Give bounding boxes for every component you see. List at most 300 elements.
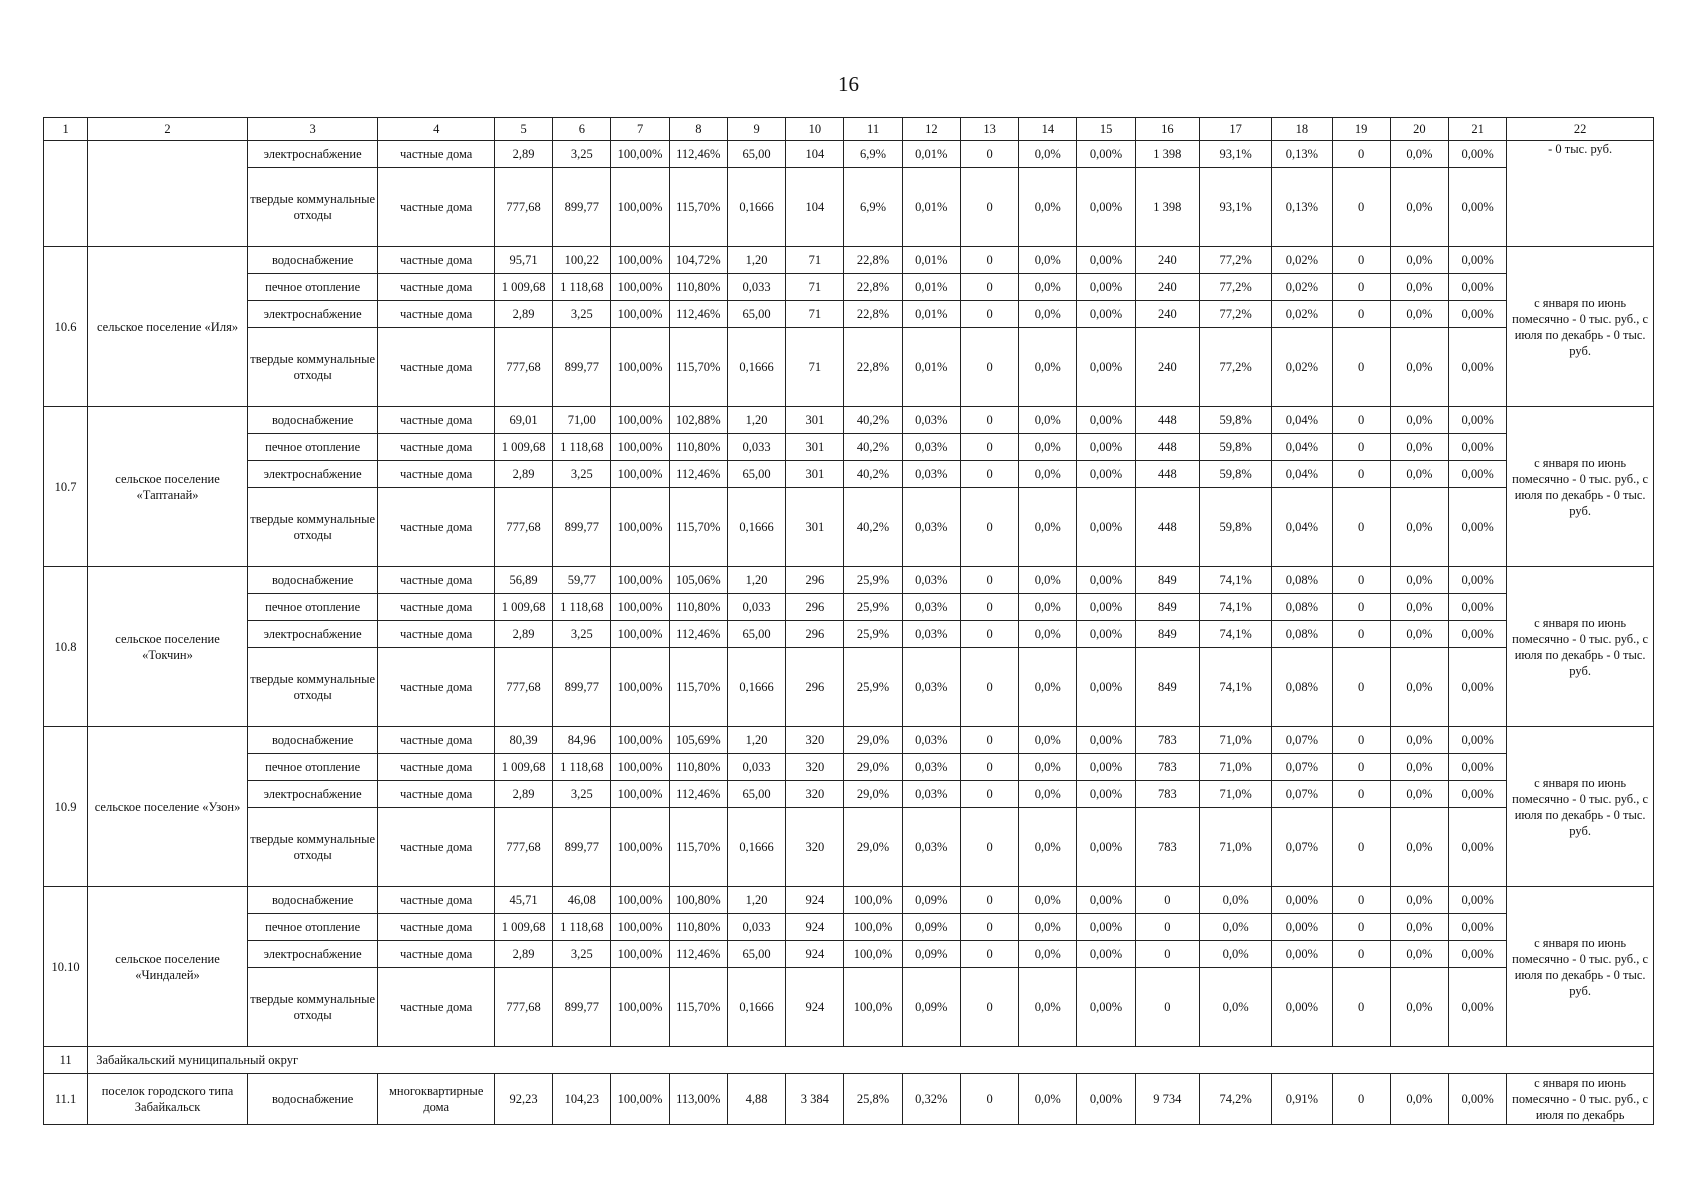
value-cell: 0 bbox=[960, 941, 1018, 968]
value-cell: 0,00% bbox=[1449, 567, 1507, 594]
value-cell: 0,1666 bbox=[727, 168, 785, 247]
value-cell: 899,77 bbox=[553, 328, 611, 407]
section-row bbox=[44, 1047, 1654, 1074]
value-cell: 0 bbox=[1135, 914, 1199, 941]
value-cell: 0,32% bbox=[902, 1074, 960, 1125]
value-cell: 0,03% bbox=[902, 754, 960, 781]
value-cell: 320 bbox=[786, 727, 844, 754]
table-row bbox=[44, 301, 1654, 328]
table-row bbox=[44, 328, 1654, 407]
value-cell: 0,00% bbox=[1077, 621, 1135, 648]
value-cell: 110,80% bbox=[669, 274, 727, 301]
column-header: 1 bbox=[44, 118, 88, 141]
value-cell: 0,0% bbox=[1390, 754, 1448, 781]
row-number-cell bbox=[44, 141, 88, 247]
value-cell: 0,1666 bbox=[727, 488, 785, 567]
value-cell: 0,0% bbox=[1390, 141, 1448, 168]
value-cell: 296 bbox=[786, 567, 844, 594]
value-cell: 0,00% bbox=[1077, 141, 1135, 168]
value-cell: 0,0% bbox=[1390, 781, 1448, 808]
value-cell: 0,09% bbox=[902, 968, 960, 1047]
value-cell: 0,0% bbox=[1019, 648, 1077, 727]
housing-type-cell: частные дома bbox=[378, 754, 495, 781]
value-cell: 301 bbox=[786, 461, 844, 488]
value-cell: 1 118,68 bbox=[553, 754, 611, 781]
column-header: 19 bbox=[1332, 118, 1390, 141]
value-cell: 29,0% bbox=[844, 808, 902, 887]
value-cell: 74,1% bbox=[1199, 648, 1271, 727]
value-cell: 0 bbox=[960, 274, 1018, 301]
value-cell: 296 bbox=[786, 648, 844, 727]
value-cell: 71 bbox=[786, 301, 844, 328]
housing-type-cell: частные дома bbox=[378, 621, 495, 648]
column-header: 12 bbox=[902, 118, 960, 141]
value-cell: 65,00 bbox=[727, 781, 785, 808]
column-header: 5 bbox=[494, 118, 552, 141]
value-cell: 0,00% bbox=[1449, 488, 1507, 567]
value-cell: 102,88% bbox=[669, 407, 727, 434]
value-cell: 0,03% bbox=[902, 434, 960, 461]
value-cell: 0,0% bbox=[1390, 461, 1448, 488]
value-cell: 0,02% bbox=[1272, 247, 1332, 274]
value-cell: 77,2% bbox=[1199, 328, 1271, 407]
note-cell: с января по июнь помесячно - 0 тыс. руб., с июля по декабрь - 0 тыс. руб. bbox=[1507, 247, 1654, 407]
column-header: 6 bbox=[553, 118, 611, 141]
value-cell: 110,80% bbox=[669, 434, 727, 461]
settlement-cell: сельское поселение «Токчин» bbox=[88, 567, 248, 727]
value-cell: 0,00% bbox=[1449, 301, 1507, 328]
value-cell: 65,00 bbox=[727, 141, 785, 168]
value-cell: 0,01% bbox=[902, 328, 960, 407]
value-cell: 3,25 bbox=[553, 141, 611, 168]
value-cell: 0,00% bbox=[1077, 914, 1135, 941]
table-row bbox=[44, 274, 1654, 301]
value-cell: 240 bbox=[1135, 247, 1199, 274]
value-cell: 0 bbox=[1332, 328, 1390, 407]
value-cell: 301 bbox=[786, 407, 844, 434]
resource-cell: печное отопление bbox=[247, 754, 378, 781]
value-cell: 0 bbox=[1332, 274, 1390, 301]
resource-cell: электроснабжение bbox=[247, 461, 378, 488]
value-cell: 0,0% bbox=[1390, 301, 1448, 328]
value-cell: 0 bbox=[1332, 247, 1390, 274]
value-cell: 0 bbox=[1332, 727, 1390, 754]
row-number-cell: 10.6 bbox=[44, 247, 88, 407]
value-cell: 3,25 bbox=[553, 621, 611, 648]
value-cell: 6,9% bbox=[844, 141, 902, 168]
value-cell: 0,0% bbox=[1019, 941, 1077, 968]
value-cell: 0 bbox=[1332, 434, 1390, 461]
resource-cell: печное отопление bbox=[247, 274, 378, 301]
value-cell: 100,00% bbox=[611, 594, 669, 621]
value-cell: 2,89 bbox=[494, 301, 552, 328]
value-cell: 240 bbox=[1135, 328, 1199, 407]
value-cell: 112,46% bbox=[669, 141, 727, 168]
value-cell: 40,2% bbox=[844, 461, 902, 488]
resource-cell: электроснабжение bbox=[247, 301, 378, 328]
value-cell: 448 bbox=[1135, 407, 1199, 434]
value-cell: 93,1% bbox=[1199, 168, 1271, 247]
value-cell: 899,77 bbox=[553, 488, 611, 567]
resource-cell: электроснабжение bbox=[247, 941, 378, 968]
column-header: 10 bbox=[786, 118, 844, 141]
value-cell: 65,00 bbox=[727, 621, 785, 648]
value-cell: 93,1% bbox=[1199, 141, 1271, 168]
value-cell: 0,03% bbox=[902, 461, 960, 488]
note-cell: с января по июнь помесячно - 0 тыс. руб., с июля по декабрь - 0 тыс. руб. bbox=[1507, 727, 1654, 887]
value-cell: 0 bbox=[960, 168, 1018, 247]
value-cell: 0,033 bbox=[727, 914, 785, 941]
value-cell: 1 398 bbox=[1135, 141, 1199, 168]
resource-cell: водоснабжение bbox=[247, 887, 378, 914]
value-cell: 25,9% bbox=[844, 621, 902, 648]
value-cell: 0,04% bbox=[1272, 407, 1332, 434]
value-cell: 100,00% bbox=[611, 754, 669, 781]
value-cell: 0,033 bbox=[727, 434, 785, 461]
housing-type-cell: частные дома bbox=[378, 594, 495, 621]
resource-cell: водоснабжение bbox=[247, 1074, 378, 1125]
value-cell: 0,03% bbox=[902, 648, 960, 727]
table-row bbox=[44, 781, 1654, 808]
value-cell: 0,13% bbox=[1272, 141, 1332, 168]
value-cell: 0,00% bbox=[1272, 941, 1332, 968]
value-cell: 0,0% bbox=[1019, 727, 1077, 754]
value-cell: 0,0% bbox=[1390, 887, 1448, 914]
value-cell: 100,00% bbox=[611, 914, 669, 941]
value-cell: 0,0% bbox=[1019, 781, 1077, 808]
value-cell: 0,0% bbox=[1390, 727, 1448, 754]
housing-type-cell: частные дома bbox=[378, 887, 495, 914]
value-cell: 1 118,68 bbox=[553, 914, 611, 941]
value-cell: 296 bbox=[786, 621, 844, 648]
value-cell: 899,77 bbox=[553, 168, 611, 247]
value-cell: 0,00% bbox=[1449, 887, 1507, 914]
value-cell: 1 009,68 bbox=[494, 914, 552, 941]
value-cell: 0,03% bbox=[902, 407, 960, 434]
value-cell: 0,1666 bbox=[727, 328, 785, 407]
value-cell: 0,00% bbox=[1449, 754, 1507, 781]
value-cell: 0,00% bbox=[1077, 567, 1135, 594]
value-cell: 0 bbox=[960, 328, 1018, 407]
value-cell: 0,03% bbox=[902, 567, 960, 594]
value-cell: 0 bbox=[1135, 941, 1199, 968]
value-cell: 110,80% bbox=[669, 754, 727, 781]
value-cell: 0,00% bbox=[1449, 941, 1507, 968]
value-cell: 301 bbox=[786, 488, 844, 567]
value-cell: 0 bbox=[960, 407, 1018, 434]
value-cell: 0,0% bbox=[1199, 941, 1271, 968]
value-cell: 112,46% bbox=[669, 301, 727, 328]
value-cell: 0 bbox=[960, 914, 1018, 941]
value-cell: 448 bbox=[1135, 488, 1199, 567]
column-header: 15 bbox=[1077, 118, 1135, 141]
column-header: 18 bbox=[1272, 118, 1332, 141]
value-cell: 0,00% bbox=[1077, 808, 1135, 887]
value-cell: 0 bbox=[960, 754, 1018, 781]
column-header: 22 bbox=[1507, 118, 1654, 141]
value-cell: 448 bbox=[1135, 461, 1199, 488]
value-cell: 71 bbox=[786, 328, 844, 407]
value-cell: 3,25 bbox=[553, 301, 611, 328]
row-number-cell: 10.7 bbox=[44, 407, 88, 567]
table-row bbox=[44, 461, 1654, 488]
value-cell: 0,0% bbox=[1390, 434, 1448, 461]
value-cell: 40,2% bbox=[844, 407, 902, 434]
settlement-cell: сельское поселение «Таптанай» bbox=[88, 407, 248, 567]
value-cell: 100,00% bbox=[611, 941, 669, 968]
value-cell: 1,20 bbox=[727, 407, 785, 434]
value-cell: 0 bbox=[960, 247, 1018, 274]
column-header: 14 bbox=[1019, 118, 1077, 141]
value-cell: 0 bbox=[1332, 754, 1390, 781]
value-cell: 0,00% bbox=[1077, 594, 1135, 621]
value-cell: 0 bbox=[1332, 968, 1390, 1047]
value-cell: 25,9% bbox=[844, 594, 902, 621]
value-cell: 240 bbox=[1135, 274, 1199, 301]
value-cell: 2,89 bbox=[494, 141, 552, 168]
value-cell: 0 bbox=[960, 887, 1018, 914]
value-cell: 0,03% bbox=[902, 488, 960, 567]
value-cell: 0,00% bbox=[1077, 887, 1135, 914]
value-cell: 0,0% bbox=[1390, 594, 1448, 621]
value-cell: 320 bbox=[786, 808, 844, 887]
value-cell: 0,1666 bbox=[727, 808, 785, 887]
value-cell: 0,01% bbox=[902, 168, 960, 247]
housing-type-cell: многоквартирные дома bbox=[378, 1074, 495, 1125]
value-cell: 77,2% bbox=[1199, 247, 1271, 274]
resource-cell: водоснабжение bbox=[247, 727, 378, 754]
value-cell: 100,00% bbox=[611, 968, 669, 1047]
value-cell: 0,0% bbox=[1390, 621, 1448, 648]
value-cell: 22,8% bbox=[844, 247, 902, 274]
value-cell: 115,70% bbox=[669, 488, 727, 567]
value-cell: 0,1666 bbox=[727, 648, 785, 727]
value-cell: 0,01% bbox=[902, 141, 960, 168]
value-cell: 0,02% bbox=[1272, 328, 1332, 407]
resource-cell: электроснабжение bbox=[247, 781, 378, 808]
value-cell: 0,0% bbox=[1390, 247, 1448, 274]
value-cell: 849 bbox=[1135, 648, 1199, 727]
value-cell: 0,0% bbox=[1390, 941, 1448, 968]
value-cell: 0,03% bbox=[902, 594, 960, 621]
housing-type-cell: частные дома bbox=[378, 781, 495, 808]
value-cell: 74,1% bbox=[1199, 567, 1271, 594]
value-cell: 0,00% bbox=[1272, 887, 1332, 914]
value-cell: 115,70% bbox=[669, 168, 727, 247]
resource-cell: твердые коммунальные отходы bbox=[247, 328, 378, 407]
value-cell: 0,0% bbox=[1390, 968, 1448, 1047]
value-cell: 0 bbox=[1332, 488, 1390, 567]
resource-cell: твердые коммунальные отходы bbox=[247, 808, 378, 887]
value-cell: 924 bbox=[786, 968, 844, 1047]
value-cell: 112,46% bbox=[669, 461, 727, 488]
resource-cell: печное отопление bbox=[247, 434, 378, 461]
value-cell: 0 bbox=[1332, 914, 1390, 941]
value-cell: 100,00% bbox=[611, 1074, 669, 1125]
value-cell: 0,00% bbox=[1077, 168, 1135, 247]
value-cell: 0,0% bbox=[1019, 141, 1077, 168]
value-cell: 777,68 bbox=[494, 968, 552, 1047]
housing-type-cell: частные дома bbox=[378, 488, 495, 567]
value-cell: 0 bbox=[960, 968, 1018, 1047]
value-cell: 924 bbox=[786, 914, 844, 941]
value-cell: 924 bbox=[786, 887, 844, 914]
value-cell: 0,0% bbox=[1019, 274, 1077, 301]
value-cell: 777,68 bbox=[494, 808, 552, 887]
value-cell: 0,0% bbox=[1390, 648, 1448, 727]
settlement-cell: сельское поселение «Чиндалей» bbox=[88, 887, 248, 1047]
value-cell: 0 bbox=[1332, 1074, 1390, 1125]
value-cell: 1,20 bbox=[727, 567, 785, 594]
value-cell: 0 bbox=[1332, 461, 1390, 488]
resource-cell: печное отопление bbox=[247, 914, 378, 941]
resource-cell: твердые коммунальные отходы bbox=[247, 648, 378, 727]
value-cell: 59,8% bbox=[1199, 407, 1271, 434]
value-cell: 100,00% bbox=[611, 328, 669, 407]
value-cell: 46,08 bbox=[553, 887, 611, 914]
value-cell: 2,89 bbox=[494, 941, 552, 968]
value-cell: 71,00 bbox=[553, 407, 611, 434]
value-cell: 0,00% bbox=[1449, 328, 1507, 407]
value-cell: 65,00 bbox=[727, 461, 785, 488]
value-cell: 110,80% bbox=[669, 594, 727, 621]
resource-cell: твердые коммунальные отходы bbox=[247, 968, 378, 1047]
value-cell: 0 bbox=[1332, 301, 1390, 328]
value-cell: 0,02% bbox=[1272, 274, 1332, 301]
value-cell: 25,9% bbox=[844, 648, 902, 727]
value-cell: 0,0% bbox=[1390, 914, 1448, 941]
value-cell: 100,00% bbox=[611, 887, 669, 914]
value-cell: 0,0% bbox=[1019, 1074, 1077, 1125]
value-cell: 0,00% bbox=[1077, 781, 1135, 808]
value-cell: 1 009,68 bbox=[494, 434, 552, 461]
table-row bbox=[44, 434, 1654, 461]
value-cell: 115,70% bbox=[669, 648, 727, 727]
note-cell: с января по июнь помесячно - 0 тыс. руб., с июля по декабрь bbox=[1507, 1074, 1654, 1125]
value-cell: 105,06% bbox=[669, 567, 727, 594]
value-cell: 22,8% bbox=[844, 301, 902, 328]
value-cell: 71,0% bbox=[1199, 727, 1271, 754]
value-cell: 65,00 bbox=[727, 301, 785, 328]
value-cell: 0,01% bbox=[902, 274, 960, 301]
value-cell: 1,20 bbox=[727, 887, 785, 914]
value-cell: 59,8% bbox=[1199, 488, 1271, 567]
value-cell: 2,89 bbox=[494, 461, 552, 488]
table-row bbox=[44, 141, 1654, 168]
value-cell: 104,23 bbox=[553, 1074, 611, 1125]
value-cell: 0,0% bbox=[1019, 594, 1077, 621]
value-cell: 105,69% bbox=[669, 727, 727, 754]
value-cell: 1 118,68 bbox=[553, 594, 611, 621]
value-cell: 0,00% bbox=[1449, 141, 1507, 168]
value-cell: 0,00% bbox=[1449, 808, 1507, 887]
value-cell: 0,0% bbox=[1019, 808, 1077, 887]
value-cell: 1,20 bbox=[727, 247, 785, 274]
value-cell: 849 bbox=[1135, 594, 1199, 621]
value-cell: 0,0% bbox=[1390, 567, 1448, 594]
housing-type-cell: частные дома bbox=[378, 567, 495, 594]
value-cell: 2,89 bbox=[494, 621, 552, 648]
value-cell: 0 bbox=[1332, 141, 1390, 168]
table-row bbox=[44, 247, 1654, 274]
value-cell: 71,0% bbox=[1199, 754, 1271, 781]
value-cell: 74,2% bbox=[1199, 1074, 1271, 1125]
value-cell: 0,0% bbox=[1019, 461, 1077, 488]
value-cell: 69,01 bbox=[494, 407, 552, 434]
table-row bbox=[44, 941, 1654, 968]
value-cell: 95,71 bbox=[494, 247, 552, 274]
housing-type-cell: частные дома bbox=[378, 461, 495, 488]
value-cell: 783 bbox=[1135, 754, 1199, 781]
value-cell: 100,00% bbox=[611, 488, 669, 567]
value-cell: 0,04% bbox=[1272, 461, 1332, 488]
value-cell: 100,00% bbox=[611, 808, 669, 887]
value-cell: 0,03% bbox=[902, 727, 960, 754]
housing-type-cell: частные дома bbox=[378, 648, 495, 727]
value-cell: 0,0% bbox=[1019, 434, 1077, 461]
table-row bbox=[44, 727, 1654, 754]
value-cell: 100,00% bbox=[611, 461, 669, 488]
housing-type-cell: частные дома bbox=[378, 301, 495, 328]
value-cell: 0,0% bbox=[1390, 488, 1448, 567]
note-cell: с января по июнь помесячно - 0 тыс. руб., с июля по декабрь - 0 тыс. руб. bbox=[1507, 567, 1654, 727]
value-cell: 0,09% bbox=[902, 914, 960, 941]
value-cell: 0 bbox=[1332, 808, 1390, 887]
value-cell: 0 bbox=[1332, 648, 1390, 727]
value-cell: 899,77 bbox=[553, 648, 611, 727]
table-row bbox=[44, 621, 1654, 648]
value-cell: 0,0% bbox=[1019, 754, 1077, 781]
housing-type-cell: частные дома bbox=[378, 941, 495, 968]
header-row bbox=[44, 118, 1654, 141]
value-cell: 29,0% bbox=[844, 754, 902, 781]
value-cell: 0,0% bbox=[1390, 808, 1448, 887]
value-cell: 113,00% bbox=[669, 1074, 727, 1125]
value-cell: 0,09% bbox=[902, 941, 960, 968]
column-header: 4 bbox=[378, 118, 495, 141]
value-cell: 100,0% bbox=[844, 941, 902, 968]
value-cell: 0,00% bbox=[1077, 727, 1135, 754]
value-cell: 59,8% bbox=[1199, 461, 1271, 488]
settlement-cell: сельское поселение «Узон» bbox=[88, 727, 248, 887]
value-cell: 0,00% bbox=[1077, 274, 1135, 301]
value-cell: 0,02% bbox=[1272, 301, 1332, 328]
value-cell: 0,0% bbox=[1390, 328, 1448, 407]
value-cell: 56,89 bbox=[494, 567, 552, 594]
section-number-cell: 11 bbox=[44, 1047, 88, 1074]
value-cell: 77,2% bbox=[1199, 301, 1271, 328]
value-cell: 0,0% bbox=[1019, 301, 1077, 328]
column-header: 9 bbox=[727, 118, 785, 141]
value-cell: 0,0% bbox=[1019, 621, 1077, 648]
value-cell: 240 bbox=[1135, 301, 1199, 328]
value-cell: 25,8% bbox=[844, 1074, 902, 1125]
value-cell: 0 bbox=[960, 727, 1018, 754]
value-cell: 71 bbox=[786, 274, 844, 301]
value-cell: 0,1666 bbox=[727, 968, 785, 1047]
housing-type-cell: частные дома bbox=[378, 168, 495, 247]
value-cell: 777,68 bbox=[494, 488, 552, 567]
value-cell: 0,08% bbox=[1272, 648, 1332, 727]
housing-type-cell: частные дома bbox=[378, 328, 495, 407]
value-cell: 100,0% bbox=[844, 914, 902, 941]
housing-type-cell: частные дома bbox=[378, 914, 495, 941]
table-row bbox=[44, 488, 1654, 567]
value-cell: 0,00% bbox=[1449, 247, 1507, 274]
value-cell: 0,00% bbox=[1077, 461, 1135, 488]
value-cell: 0,00% bbox=[1077, 301, 1135, 328]
note-cell: - 0 тыс. руб. bbox=[1507, 141, 1654, 247]
